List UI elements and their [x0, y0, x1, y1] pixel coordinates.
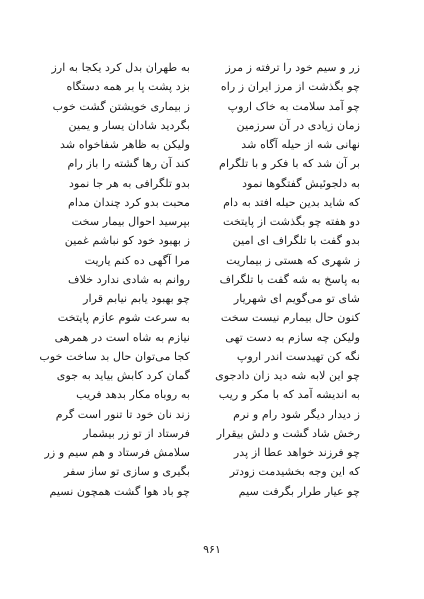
verse-line: فرستاد از تو زر بیشمار [83, 426, 190, 440]
poem-right-column [210, 58, 360, 501]
verse-line: سلامش فرستاد و هم سیم و زر [44, 446, 190, 459]
verse-line: زمان زیادی در آن سرزمین [236, 118, 360, 132]
verse-line: رخش شاد گشت و دلش بیقرار [216, 426, 360, 440]
verse-line: مرا آگهی ده کنم یاریت [84, 253, 190, 267]
verse-line: کجا می‌توان حال بد ساخت خوب [39, 349, 190, 363]
verse-line: چو بهبود یابم نیابم قرار [83, 292, 190, 305]
verse-line: نیازم به شاه است در همرهی [54, 330, 190, 344]
verse-line: به طهران بدل کرد یکجا به ارز [51, 61, 190, 74]
verse-line: دو هفته چو بگذشت از پایتخت [222, 215, 360, 228]
verse-line: که شاید بدین حیله افتد به دام [223, 195, 360, 209]
verse-line: که این وجه بخشیدمت زودتر [229, 465, 360, 479]
verse-line: روانم به شادی ندارد خلاف [68, 272, 190, 286]
verse-line: بگردید شادان یسار و یمین [68, 118, 190, 132]
verse-line: کند آن رها گشته را باز رام [67, 157, 190, 171]
verse-line: به دلجوئیش گفتگوها نمود [242, 176, 360, 190]
verse-line: بر آن شد که با فکر و با تلگرام [219, 157, 360, 171]
verse-line: بدو گفت با تلگراف ای امین [232, 234, 360, 248]
verse-line: به پاسخ به شه گفت با تلگراف [219, 272, 360, 286]
verse-line: گمان کرد کابش بیاید به جوی [56, 369, 190, 382]
verse-line: شای تو می‌گویم ای شهریار [233, 292, 360, 305]
verse-line: ز شهری که هستی ز بیماریت [226, 253, 360, 267]
verse-line: به سرعت شوم عازم پایتخت [57, 311, 190, 325]
verse-line: نگه کن تهیدست اندر اروپ [236, 349, 360, 363]
verse-line: چو باد هوا گشت همچون نسیم [49, 484, 190, 498]
verse-line: ولیکن به ظاهر شفاخواه شد [60, 138, 190, 151]
verse-line: ز بیماری خویشتن گشت خوب [52, 99, 190, 113]
verse-line: به روباه مکار بدهد فریب [76, 388, 190, 402]
verse-line: زر و سیم خود را ترفته ز مرز [225, 61, 360, 74]
verse-line: چو آمد سلامت به خاک اروپ [227, 99, 360, 113]
verse-line: کنون حال بیمارم نیست سخت [220, 311, 360, 325]
verse-line: محبت بدو کرد چندان مدام [67, 195, 190, 209]
verse-line: چو عیار طرار بگرفت سیم [238, 484, 360, 498]
verse-line: ولیکن چه سازم به دست تهی [225, 330, 360, 344]
verse-line: به اندیشه آمد که با مکر و ریب [218, 388, 360, 402]
verse-line: ز دیدار دیگر شود رام و نرم [233, 407, 360, 421]
poem-left-column [40, 58, 190, 501]
page-number: ۹۶۱ [203, 543, 221, 556]
verse-line: بگیری و سازی تو ساز سفر [63, 465, 190, 479]
verse-line: ز بهبود خود کو نباشم غمین [64, 234, 190, 248]
verse-line: بدو تلگرافی به هر جا نمود [69, 176, 190, 190]
verse-line: چو فرزند خواهد عطا از پدر [233, 446, 360, 459]
verse-line: چو بگذشت از مرز ایران ز راه [220, 80, 360, 94]
verse-line: بزد پشت پا بر همه دستگاه [66, 80, 190, 94]
verse-line: زند نان خود تا تنور است گرم [55, 407, 190, 421]
verse-line: چو این لابه شه دید زان دادجوی [215, 369, 360, 382]
verse-line: بپرسید احوال بیمار سخت [71, 215, 190, 228]
verse-line: نهانی شه از حیله آگاه شد [241, 138, 360, 151]
